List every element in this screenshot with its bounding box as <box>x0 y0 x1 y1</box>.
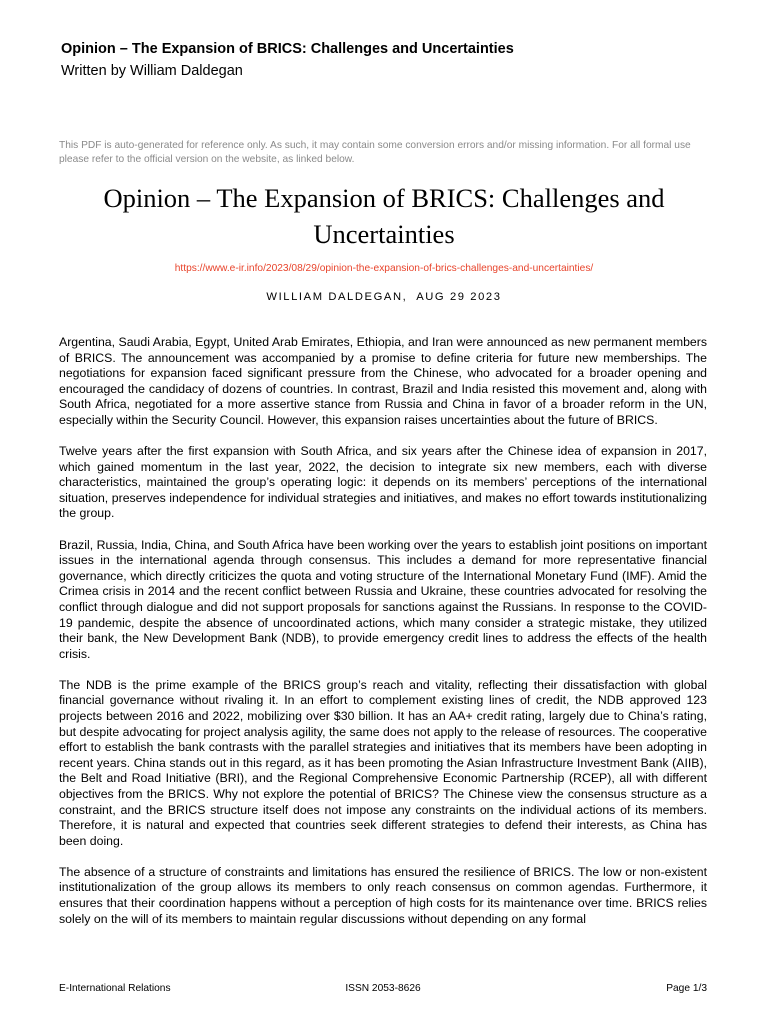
footer-publisher: E-International Relations <box>59 983 171 994</box>
byline-author: WILLIAM DALDEGAN, <box>266 291 408 303</box>
paragraph: The absence of a structure of constraints and limitations has ensured the resilience of BRICS. The low or non-existent institutionalization of the group allows its members to only reach consensus on common agendas. Furthermore, it ensures that their coordination happens without a perception of high costs for its maintenance over time. BRICS relies solely on the will of its members to maintain regular discussions without depending on any formal <box>59 864 707 926</box>
header-author: Written by William Daldegan <box>61 63 243 79</box>
byline-date: AUG 29 2023 <box>416 291 502 303</box>
paragraph: Twelve years after the first expansion with South Africa, and six years after the Chinese idea of expansion in 2017, which gained momentum in the last year, 2022, the decision to integrate six new members, each with diverse characteristics, maintained the group’s operating logic: it depends on its members’ perceptions of the international situation, preserves independence for individual strategies and initiatives, and makes no effort towards institutionalizing the group. <box>59 444 707 521</box>
paragraph: The NDB is the prime example of the BRICS group’s reach and vitality, reflecting their dissatisfaction with global financial governance without rivaling it. In an effort to complement existing lines of credit, the NDB approved 123 projects between 2016 and 2022, mobilizing over $30 billion. It has an AA+ credit rating, largely due to China’s rating, but despite advocating for project analysis agility, the same does not apply to the release of resources. The cooperative effort to establish the bank contrasts with the parallel strategies and initiatives that its members have been adopting in recent years. China stands out in this regard, as it has been promoting the Asian Infrastructure Investment Bank (AIIB), the Belt and Road Initiative (BRI), and the Regional Comprehensive Economic Partnership (RCEP), all with different objectives from the BRICS. Why not explore the potential of BRICS? The Chinese view the consensus structure as a constraint, and the BRICS structure itself does not impose any constraints on the individual actions of its members. Therefore, it is natural and expected that countries seek different strategies to defend their interests, as China has been doing. <box>59 677 707 848</box>
article-url-link[interactable]: https://www.e-ir.info/2023/08/29/opinion-the-expansion-of-brics-challenges-and-uncertainties/ <box>174 263 594 274</box>
paragraph: Brazil, Russia, India, China, and South Africa have been working over the years to establish joint positions on important issues in the international agenda through consensus. This includes a demand for more representative financial governance, which directly criticizes the quota and voting structure of the International Monetary Fund (IMF). Amid the Crimea crisis in 2014 and the recent conflict between Russia and Ukraine, these countries advocated for resolving the conflict through dialogue and did not support proposals for sanctions against the Russians. In response to the COVID-19 pandemic, despite the absence of uncoordinated actions, which many consider a strategic mistake, they utilized their bank, the New Development Bank (NDB), to provide emergency credit lines to address the effects of the health crisis. <box>59 537 707 661</box>
footer-page-number: Page 1/3 <box>666 983 707 994</box>
header-title: Opinion – The Expansion of BRICS: Challenges and Uncertainties <box>61 41 514 57</box>
article-title: Opinion – The Expansion of BRICS: Challenges and Uncertainties <box>103 183 665 249</box>
footer-issn: ISSN 2053-8626 <box>345 983 421 994</box>
byline <box>40 291 728 303</box>
article-body <box>59 335 707 943</box>
pdf-notice: This PDF is auto-generated for reference only. As such, it may contain some conversion errors and/or missing information. For all formal use please refer to the official version on the website, as linked below. <box>59 140 691 165</box>
paragraph: Argentina, Saudi Arabia, Egypt, United Arab Emirates, Ethiopia, and Iran were announced as new permanent members of BRICS. The announcement was accompanied by a promise to define criteria for future new memberships. The negotiations for expansion faced significant pressure from the Chinese, who advocated for a broader opening and encouraged the candidacy of dozens of countries. In contrast, Brazil and India resisted this movement and, along with South Africa, negotiated for a more assertive stance from Russia and China in favor of a broader reform in the UN, especially within the Security Council. However, this expansion raises uncertainties about the future of BRICS. <box>59 335 707 427</box>
